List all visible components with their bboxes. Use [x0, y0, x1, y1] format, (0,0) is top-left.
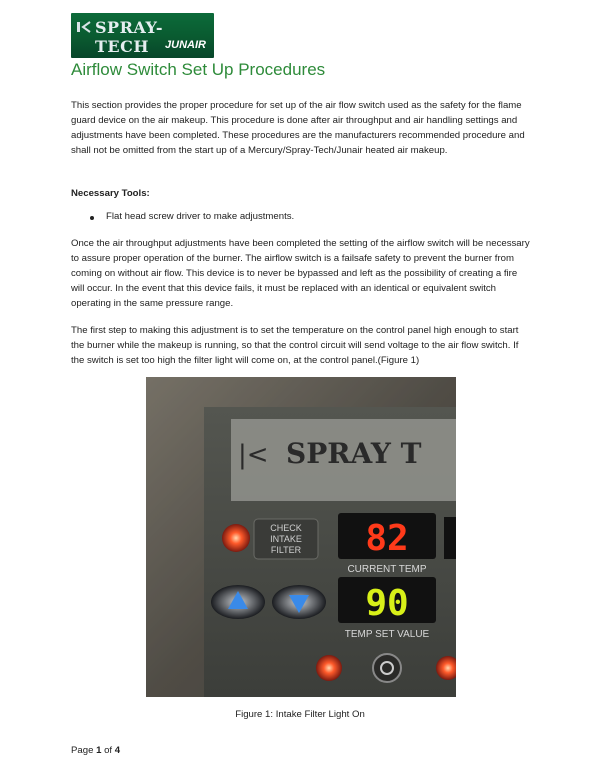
tools-heading: Necessary Tools: — [71, 188, 150, 199]
control-panel-photo — [146, 377, 456, 697]
footer-prefix: Page — [71, 745, 97, 756]
intro-paragraph: This section provides the proper procedure for set up of the air flow switch used as the safety for the flame guard device on the air makeup. This procedure is done after air throughput and air handling settings and adjustments have been completed. These procedures are the manufacturers recommended procedure and shall not be omitted from the start up of a Mercury/Spray-Tech/Junair heated air makeup. — [71, 100, 525, 156]
spray-tech-logo-icon — [77, 21, 91, 33]
footer-page-number: 1 — [96, 745, 102, 756]
burner-indicator-icon — [316, 655, 342, 681]
page-title: Airflow Switch Set Up Procedures — [71, 60, 326, 79]
page-footer — [71, 745, 120, 756]
list-item: Flat head screw driver to make adjustments. — [106, 211, 295, 222]
panel-brand-text: SPRAY T — [286, 437, 422, 470]
set-temp-label: TEMP SET VALUE — [344, 629, 430, 640]
bullet-icon — [90, 216, 94, 220]
check-label: CHECK — [270, 523, 302, 533]
panel-logo-mark-icon: |< — [238, 440, 269, 470]
first-step-paragraph: The first step to making this adjustment is to set the temperature on the control panel high enough to start the burner while the makeup is running, so that the control circuit will send voltage to the air flow switch. If the switch is set too high the filter light will come on, at the control panel.(Figure 1) — [71, 325, 519, 366]
filter-label: FILTER — [270, 545, 302, 555]
logo-brand-text: SPRAY-TECH — [95, 18, 163, 56]
filter-alert-icon — [222, 524, 250, 552]
intake-label: INTAKE — [270, 534, 302, 544]
current-temp-value: 82 — [365, 518, 409, 559]
logo-sub-text: JUNAIR — [165, 39, 206, 51]
airflow-switch-paragraph: Once the air throughput adjustments have been completed the setting of the airflow switch will be necessary to assure proper operation of the burner. The airflow switch is a failsafe safety to prevent the burner from coming on without air flow. This device is to never be bypassed and left as the possibility of creating a fire will occur. In the event that this device fails, it must be replaced with an identical or equivalent switch operating in the same pressure range. — [71, 238, 530, 309]
set-temp-value: 90 — [365, 583, 409, 624]
figure-caption: Figure 1: Intake Filter Light On — [235, 709, 365, 720]
footer-of: of — [101, 745, 115, 756]
current-temp-label: CURRENT TEMP — [347, 564, 427, 575]
footer-page-total: 4 — [114, 745, 121, 756]
company-logo — [71, 13, 214, 58]
fan-button[interactable] — [373, 654, 401, 682]
